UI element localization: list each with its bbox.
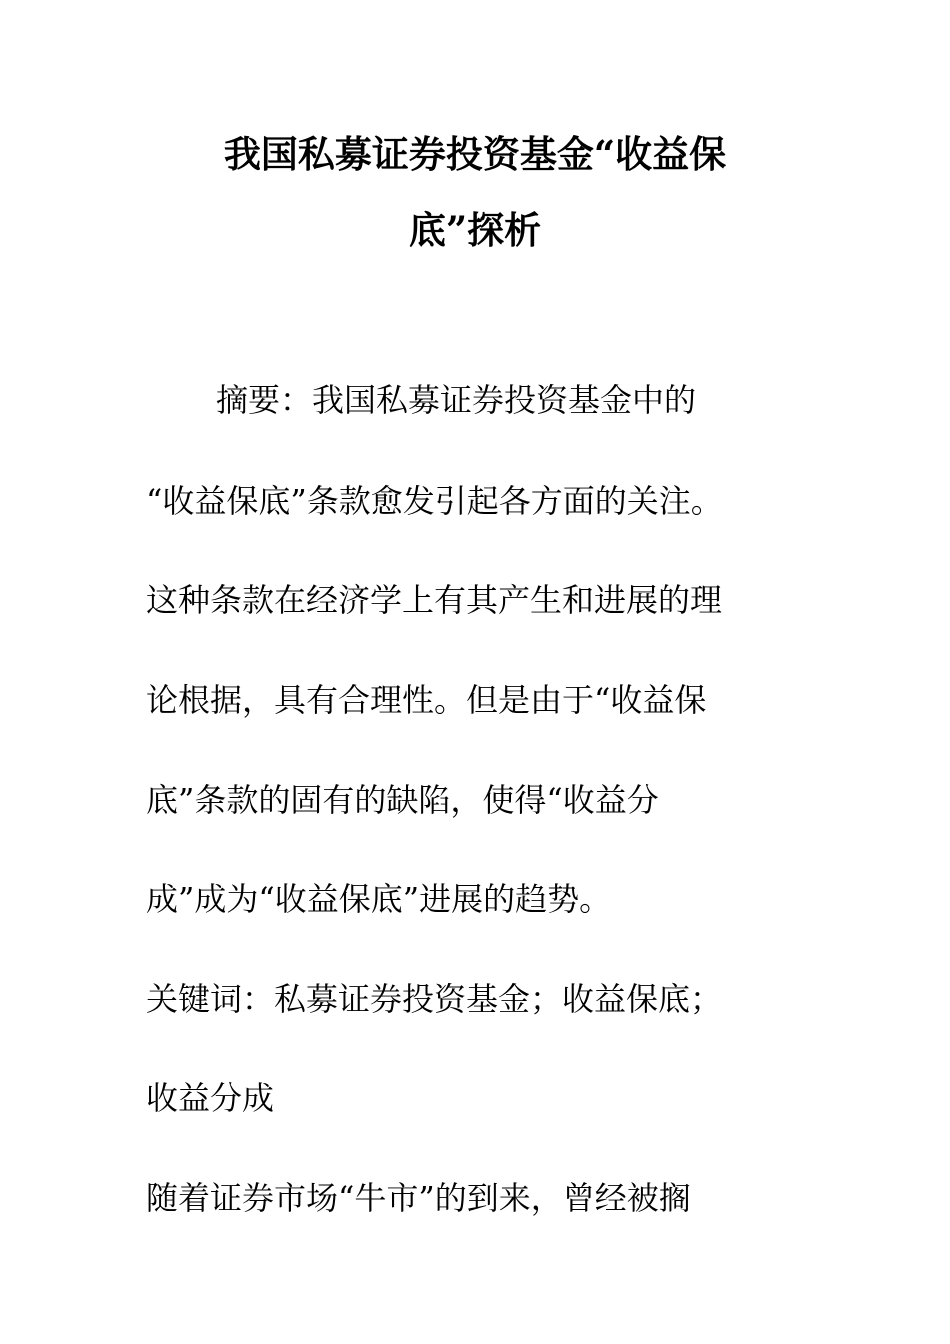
abstract-line-2: “收益保底”条款愈发引起各方面的关注。 [146, 482, 723, 520]
document-title-line-2: 底”探析 [408, 208, 542, 252]
keywords-line-1: 关键词：私募证券投资基金；收益保底； [146, 980, 723, 1018]
keywords-line-2: 收益分成 [146, 1079, 275, 1117]
abstract-line-3: 这种条款在经济学上有其产生和进展的理 [146, 581, 723, 619]
abstract-line-1: 摘要：我国私募证券投资基金中的 [216, 381, 697, 419]
abstract-line-5: 底”条款的固有的缺陷，使得“收益分 [146, 781, 659, 819]
document-title-line-1: 我国私募证券投资基金“收益保 [223, 132, 727, 176]
abstract-line-4: 论根据，具有合理性。但是由于“收益保 [146, 681, 707, 719]
body-paragraph-line-1: 随着证券市场“牛市”的到来，曾经被搁 [146, 1179, 691, 1217]
abstract-line-6: 成”成为“收益保底”进展的趋势。 [146, 880, 612, 918]
